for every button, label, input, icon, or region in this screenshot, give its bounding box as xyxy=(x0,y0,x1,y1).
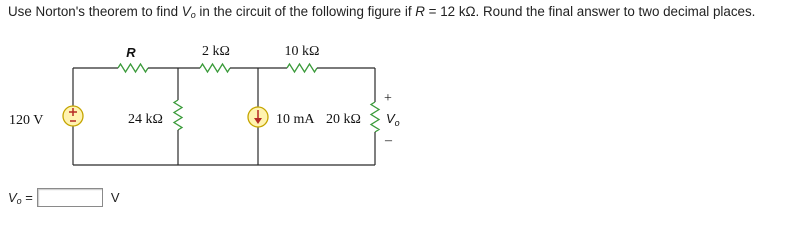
label-20k: 20 kΩ xyxy=(326,112,361,127)
output-vo-subscript: o xyxy=(394,118,400,128)
label-10k: 10 kΩ xyxy=(284,44,320,59)
question-vo-symbol: V xyxy=(181,4,191,19)
output-plus-sign: + xyxy=(384,91,392,106)
answer-unit: V xyxy=(110,190,120,205)
answer-equals: = xyxy=(21,189,33,205)
question-text-middle: in the circuit of the following figure if xyxy=(195,4,416,19)
output-vo-label xyxy=(386,111,400,128)
answer-input[interactable] xyxy=(37,188,103,207)
question-text-before: Use Norton's theorem to find xyxy=(8,4,182,19)
circuit-diagram xyxy=(0,30,430,180)
answer-vo-subscript: o xyxy=(16,195,22,206)
label-24k: 24 kΩ xyxy=(128,112,163,127)
resistor-r xyxy=(118,64,148,72)
label-r: R xyxy=(126,45,136,60)
resistor-20k xyxy=(371,102,379,132)
question-text-after: = 12 kΩ. Round the final answer to two decimal places. xyxy=(424,4,756,19)
output-vo-symbol: V xyxy=(386,111,395,126)
voltage-source-120v xyxy=(63,106,83,126)
answer-vo-symbol: V xyxy=(8,189,17,205)
answer-row xyxy=(8,188,120,207)
question-text xyxy=(8,4,755,20)
resistor-24k xyxy=(174,100,182,130)
answer-label xyxy=(8,190,33,206)
current-source-10ma xyxy=(248,107,268,127)
question-vo-subscript: o xyxy=(190,10,196,20)
label-10ma: 10 mA xyxy=(276,112,315,127)
label-120v: 120 V xyxy=(9,113,44,128)
resistor-10k xyxy=(287,64,317,72)
label-2k: 2 kΩ xyxy=(202,44,230,59)
resistor-2k xyxy=(200,64,230,72)
output-minus-sign: – xyxy=(385,133,392,148)
question-r-symbol: R xyxy=(415,4,425,19)
